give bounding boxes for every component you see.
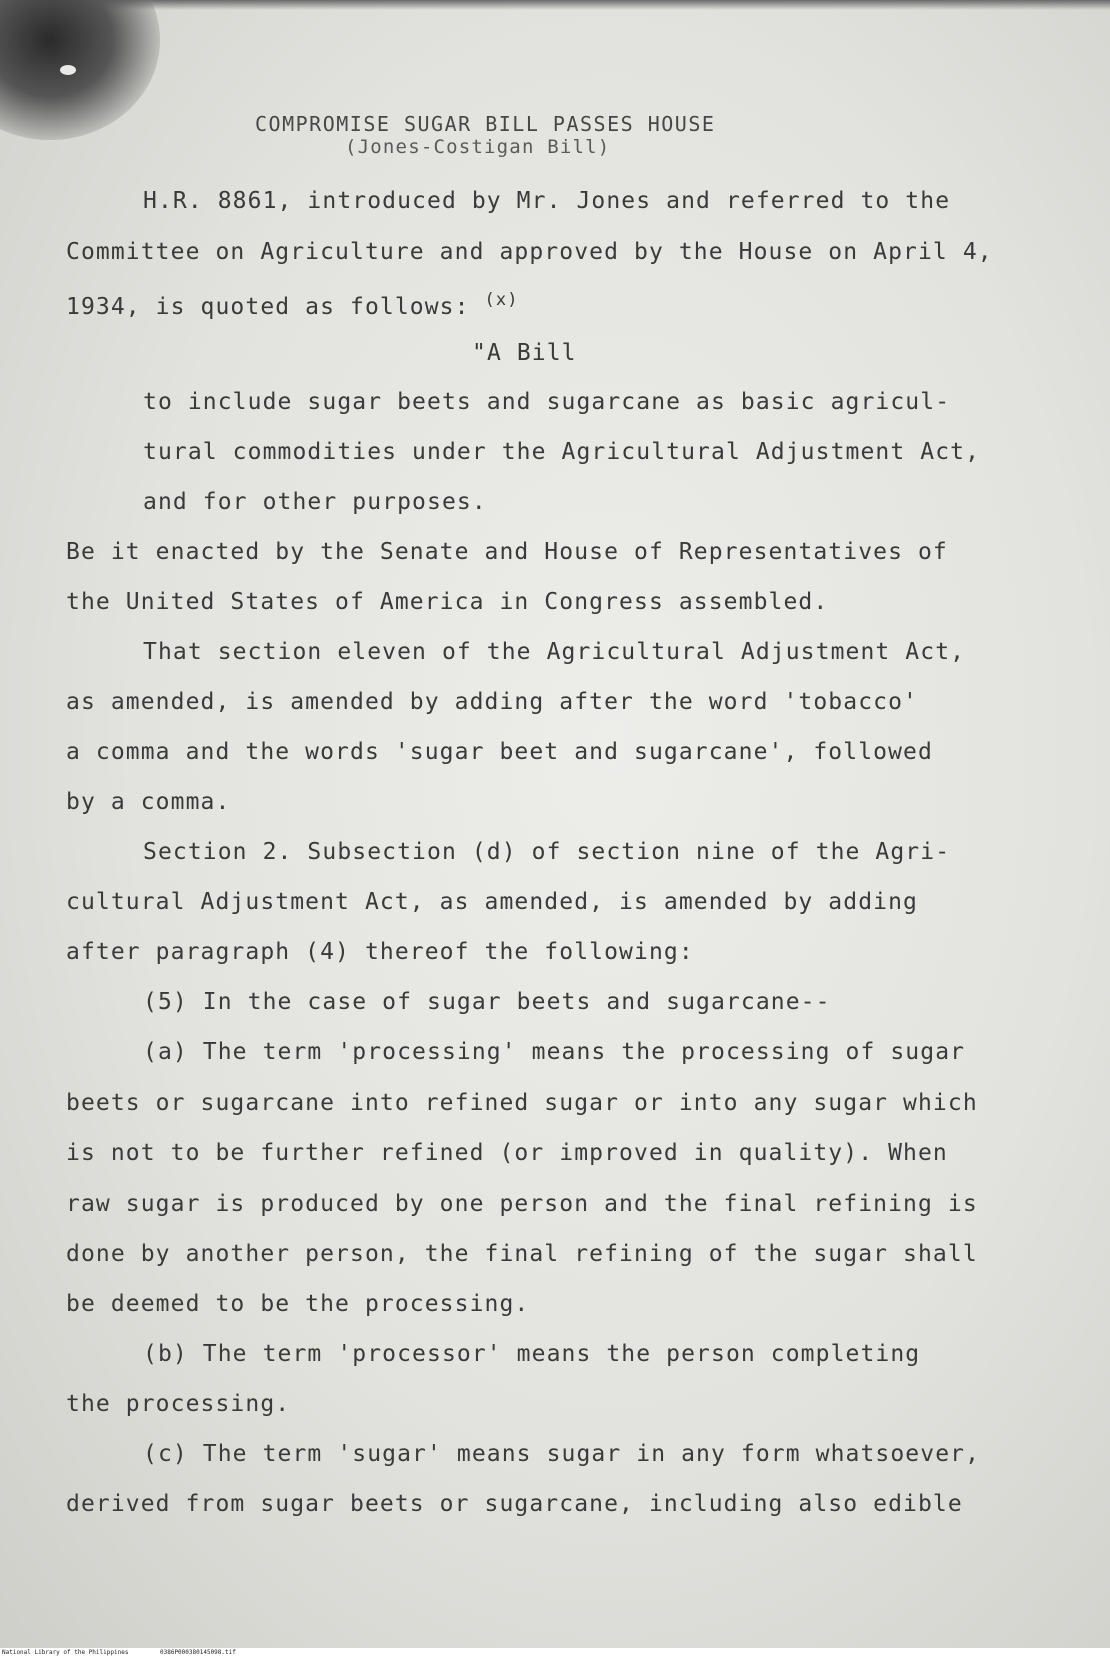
- bill-purpose-line-3: and for other purposes.: [143, 489, 487, 515]
- footer-file-id: 0386P000380145098.tif: [160, 1649, 236, 1656]
- enacting-line-1: Be it enacted by the Senate and House of Representatives of: [66, 539, 948, 565]
- section2-line-1: Section 2. Subsection (d) of section nine of the Agri-: [143, 839, 951, 865]
- bill-heading: "A Bill: [472, 340, 577, 366]
- document-subtitle: (Jones-Costigan Bill): [345, 136, 611, 158]
- section1-line-3: a comma and the words 'sugar beet and sugarcane', followed: [66, 739, 933, 765]
- bill-purpose-line-2: tural commodities under the Agricultural Adjustment Act,: [143, 439, 981, 465]
- intro-line-3: [66, 290, 519, 320]
- para5-line: (5) In the case of sugar beets and sugarcane--: [143, 989, 831, 1015]
- para-a-line-3: is not to be further refined (or improved in quality). When: [66, 1140, 948, 1166]
- section2-line-2: cultural Adjustment Act, as amended, is amended by adding: [66, 889, 918, 915]
- document-title: COMPROMISE SUGAR BILL PASSES HOUSE: [255, 112, 716, 136]
- para-a-line-2: beets or sugarcane into refined sugar or into any sugar which: [66, 1090, 978, 1116]
- bill-purpose-line-1: to include sugar beets and sugarcane as basic agricul-: [143, 389, 951, 415]
- intro-line-2: Committee on Agriculture and approved by the House on April 4,: [66, 239, 993, 265]
- scan-footer: [0, 1648, 1110, 1658]
- para-c-line-1: (c) The term 'sugar' means sugar in any form whatsoever,: [143, 1441, 981, 1467]
- section2-line-3: after paragraph (4) thereof the following:: [66, 939, 694, 965]
- footer-library: National Library of the Philippines: [2, 1649, 129, 1656]
- scan-smudge: [60, 65, 76, 75]
- section1-line-2: as amended, is amended by adding after the word 'tobacco': [66, 689, 918, 715]
- section1-line-1: That section eleven of the Agricultural Adjustment Act,: [143, 639, 966, 665]
- para-b-line-1: (b) The term 'processor' means the person completing: [143, 1341, 921, 1367]
- enacting-line-2: the United States of America in Congress assembled.: [66, 589, 829, 615]
- para-a-line-5: done by another person, the final refining of the sugar shall: [66, 1241, 978, 1267]
- section1-line-4: by a comma.: [66, 789, 231, 815]
- footnote-marker: (x): [484, 290, 519, 310]
- intro-line-3-text: 1934, is quoted as follows:: [66, 294, 470, 320]
- para-b-line-2: the processing.: [66, 1391, 291, 1417]
- para-a-line-1: (a) The term 'processing' means the processing of sugar: [143, 1039, 966, 1065]
- scan-shadow: [0, 0, 160, 140]
- intro-line-1: H.R. 8861, introduced by Mr. Jones and referred to the: [143, 188, 951, 214]
- para-a-line-4: raw sugar is produced by one person and the final refining is: [66, 1191, 978, 1217]
- para-a-line-6: be deemed to be the processing.: [66, 1291, 530, 1317]
- scan-top-edge: [0, 0, 1110, 10]
- para-c-line-2: derived from sugar beets or sugarcane, including also edible: [66, 1491, 963, 1517]
